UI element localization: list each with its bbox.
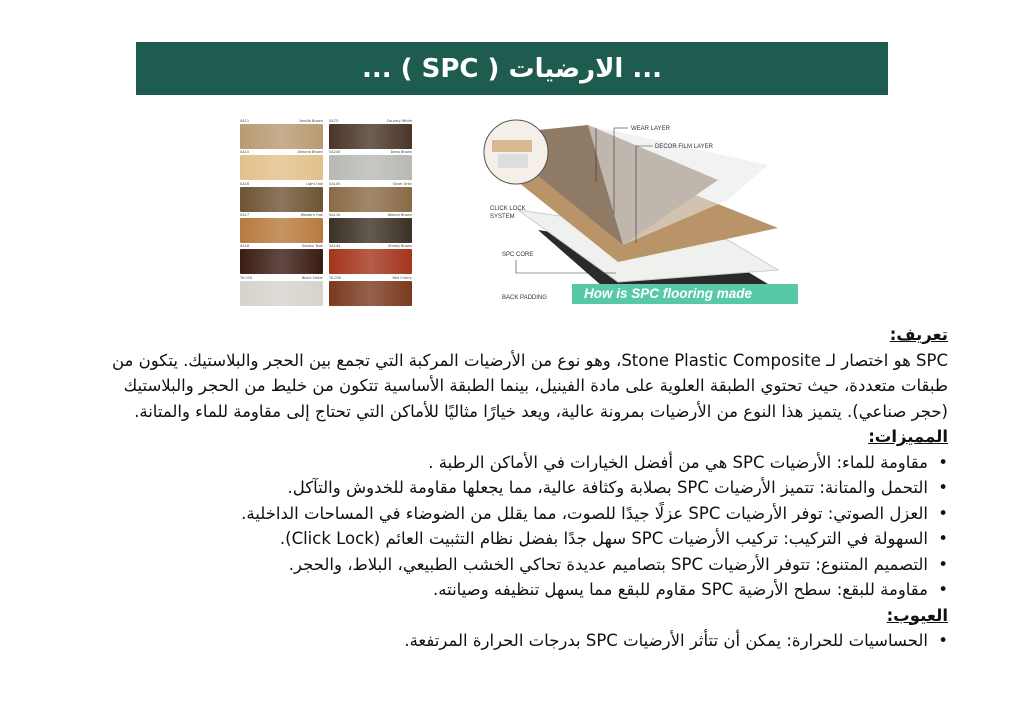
swatch-code: SA144 bbox=[329, 244, 341, 249]
swatch bbox=[240, 275, 323, 306]
definition-line: SPC هو اختصار لـ Stone Plastic Composite، وهو نوع من الأرضيات المركبة التي تجمع بين الحجر والبلاستيك. يتكون من bbox=[111, 350, 948, 370]
swatch-name: Country White bbox=[386, 119, 412, 123]
list-item: • التحمل والمتانة: تتميز الأرضيات SPC بصلابة وكثافة عالية، مما يجعلها مقاومة للخدوش والتآكل. bbox=[48, 475, 928, 501]
swatch-name: Silver Grey bbox=[392, 181, 412, 186]
swatch bbox=[240, 243, 323, 274]
swatch-name: Vanilla Brown bbox=[299, 119, 323, 123]
swatch bbox=[329, 149, 412, 180]
swatch-sample bbox=[329, 187, 412, 212]
swatch-code: SA105 bbox=[329, 181, 341, 186]
disadvantages-heading: العيوب: bbox=[886, 605, 948, 625]
content bbox=[48, 322, 948, 654]
swatch bbox=[240, 149, 323, 180]
list-item: • مقاومة للماء: الأرضيات SPC هي من أفضل الخيارات في الأماكن الرطبة . bbox=[48, 450, 928, 476]
swatch-code: SA18 bbox=[240, 244, 250, 249]
swatch bbox=[240, 212, 323, 243]
swatch-name: Golden Teak bbox=[301, 244, 323, 249]
diagram-banner: How is SPC flooring made bbox=[572, 284, 798, 304]
swatch-sample bbox=[329, 281, 412, 306]
swatch-code: TA 030 bbox=[329, 275, 342, 280]
swatch bbox=[240, 118, 323, 149]
wear-layer-label: WEAR LAYER bbox=[631, 126, 670, 132]
advantages-heading: المميزات: bbox=[868, 427, 948, 446]
click-lock-label: CLICK LOCK bbox=[490, 206, 526, 212]
swatch-code: SA73 bbox=[329, 119, 339, 123]
swatch-sample bbox=[329, 124, 412, 149]
list-item: • التصميم المتنوع: تتوفر الأرضيات SPC بتصاميم عديدة تحاكي الخشب الطبيعي، البلاط، والحجر. bbox=[48, 552, 928, 578]
swatch bbox=[329, 181, 412, 212]
swatch-code: SA17 bbox=[240, 212, 250, 217]
swatch-code: SA110 bbox=[329, 212, 341, 217]
swatch bbox=[329, 243, 412, 274]
swatch-sample bbox=[329, 218, 412, 243]
swatch-sample bbox=[329, 155, 412, 180]
color-swatches-image bbox=[240, 118, 412, 306]
swatch-name: Almond Brown bbox=[297, 150, 323, 155]
swatch-name: Western Oak bbox=[300, 212, 323, 217]
swatch-name: Smoky Brown bbox=[388, 244, 412, 249]
swatch bbox=[329, 118, 412, 149]
swatch-code: SA11 bbox=[240, 119, 250, 123]
definition-heading: تعريف: bbox=[889, 325, 948, 344]
swatch-sample bbox=[240, 124, 323, 149]
list-item: • السهولة في التركيب: تركيب الأرضيات SPC سهل جدًا بفضل نظام التثبيت العائم (Click Lock). bbox=[48, 526, 928, 552]
spc-layers-diagram bbox=[478, 110, 808, 308]
swatch-sample bbox=[329, 249, 412, 274]
swatch-code: SA240 bbox=[329, 150, 341, 155]
swatch-name: Light Oak bbox=[306, 181, 323, 186]
swatch bbox=[329, 275, 412, 306]
swatch-name: Deep Brown bbox=[390, 150, 412, 155]
swatch-sample bbox=[240, 218, 323, 243]
swatch-code: SA15 bbox=[240, 150, 250, 155]
list-item: • الحساسيات للحرارة: يمكن أن تتأثر الأرضيات SPC بدرجات الحرارة المرتفعة. bbox=[48, 628, 928, 654]
advantages-list bbox=[48, 450, 948, 603]
definition-line: (حجر صناعي). يتميز هذا النوع من الأرضيات بمرونة عالية، ويعد خيارًا مثاليًا للأماكن التي تحتاج إلى مقاومة للماء والمتانة. bbox=[134, 401, 948, 421]
disadvantages-list bbox=[48, 628, 948, 654]
swatch-name: Red Cherry bbox=[392, 275, 412, 280]
swatch-sample bbox=[240, 281, 323, 306]
definition-paragraph bbox=[48, 348, 948, 425]
definition-line: طبقات متعددة، حيث تحتوي الطبقة العلوية على مادة الفينيل، بينما الطبقة الأساسية تتكون من خليط من الحجر والبلاستيك bbox=[123, 376, 948, 395]
click-lock-label-2: SYSTEM bbox=[490, 214, 515, 220]
list-item: • مقاومة للبقع: سطح الأرضية SPC مقاوم للبقع مما يسهل تنظيفه وصيانته. bbox=[48, 577, 928, 603]
list-item: • العزل الصوتي: توفر الأرضيات SPC عزلًا جيدًا للصوت، مما يقلل من الضوضاء في المساحات الداخلية. bbox=[48, 501, 928, 527]
swatch bbox=[240, 181, 323, 212]
swatch-code: SA16 bbox=[240, 181, 250, 186]
swatch-sample bbox=[240, 249, 323, 274]
decor-layer-label: DECOR FILM LAYER bbox=[655, 144, 713, 150]
swatch-code: TA 034 bbox=[240, 275, 253, 280]
swatch-name: Walnut Brown bbox=[387, 212, 412, 217]
swatch-sample bbox=[240, 187, 323, 212]
swatch bbox=[329, 212, 412, 243]
swatch-name: Black Cedar bbox=[302, 275, 323, 280]
back-padding-label: BACK PADDING bbox=[502, 295, 547, 301]
spc-core-label: SPC CORE bbox=[502, 252, 534, 258]
swatch-sample bbox=[240, 155, 323, 180]
page-title-bar bbox=[136, 42, 888, 95]
page-title: ... الارضيات ( SPC ) ... bbox=[361, 53, 663, 84]
